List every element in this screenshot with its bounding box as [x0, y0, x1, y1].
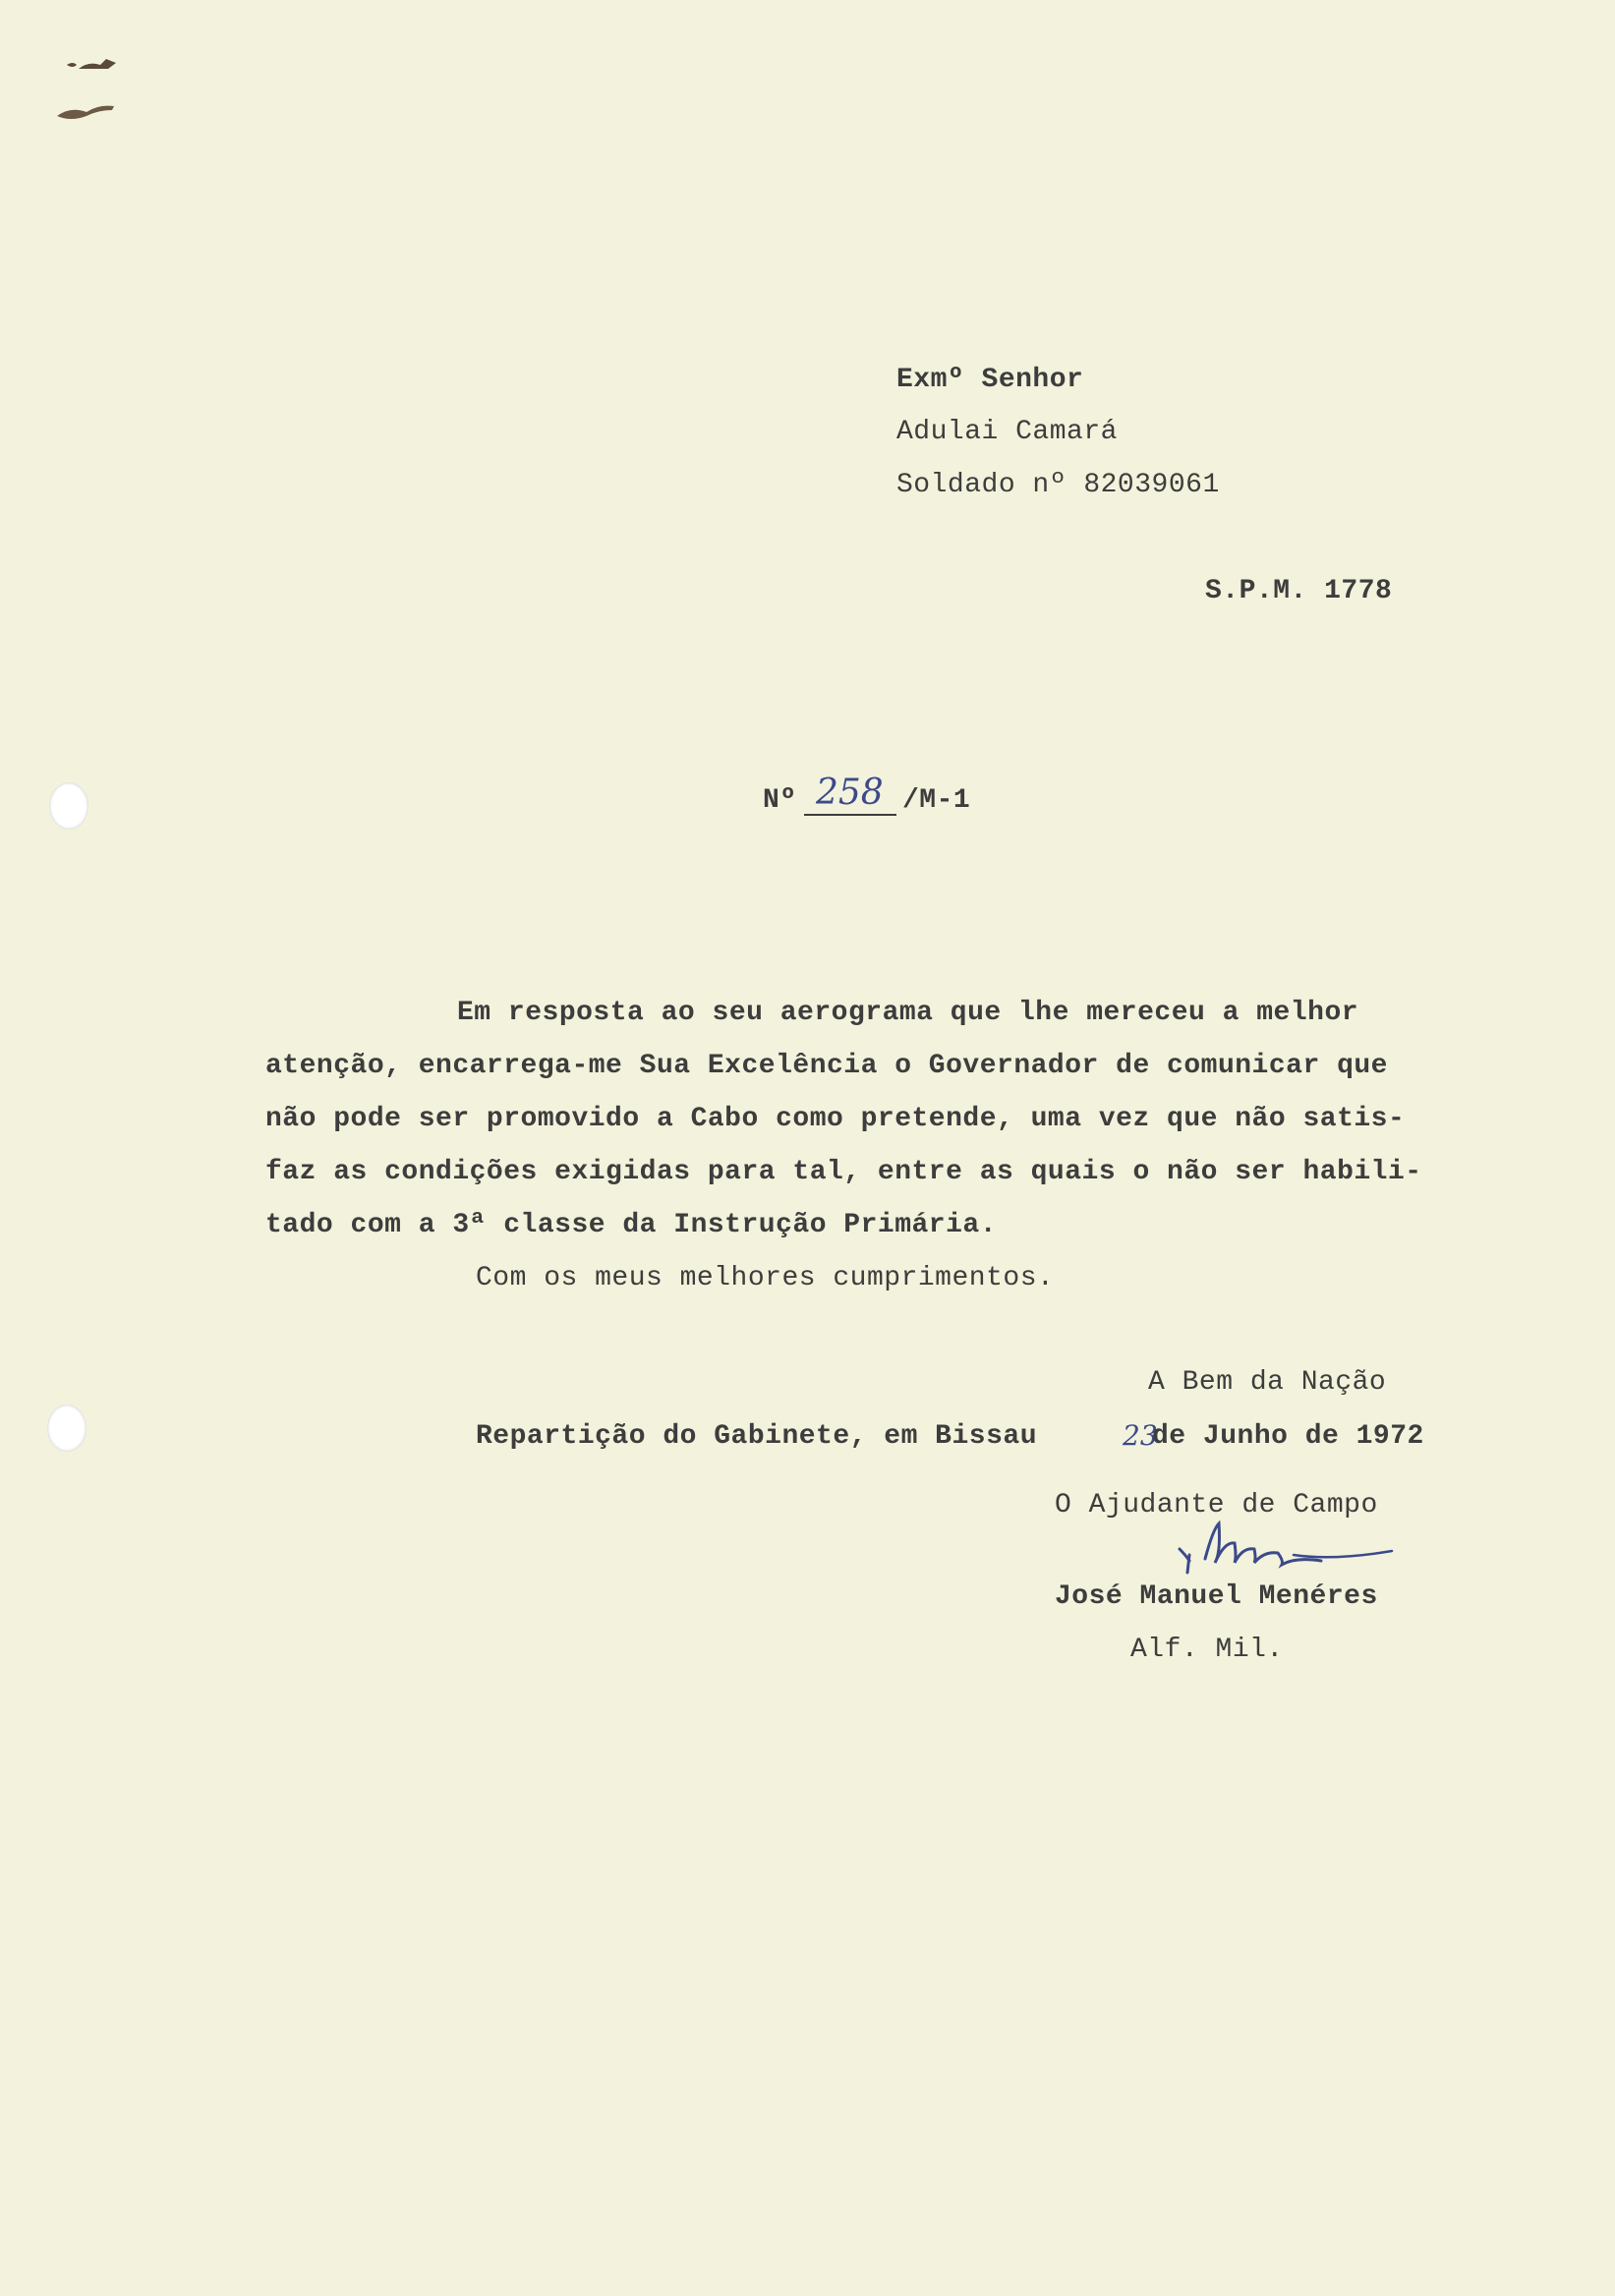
place-date-before: Repartição do Gabinete, em Bissau — [476, 1421, 1037, 1452]
recipient-soldier-number: Soldado nº 82039061 — [896, 470, 1220, 500]
recipient-name: Adulai Camará — [896, 417, 1118, 447]
body-line-2: atenção, encarrega-me Sua Excelência o Governador de comunicar que — [265, 1051, 1388, 1081]
body-line-4: faz as condições exigidas para tal, entre as quais o não ser habili- — [265, 1157, 1422, 1187]
date-day-handwritten: 23 — [1123, 1419, 1158, 1452]
punch-hole-top — [49, 782, 88, 830]
body-line-1: Em resposta ao seu aerograma que lhe mereceu a melhor — [457, 998, 1359, 1028]
closing-greeting: Com os meus melhores cumprimentos. — [476, 1263, 1055, 1293]
punch-hole-bottom — [47, 1405, 87, 1452]
signature-scribble — [1176, 1510, 1412, 1578]
reference-prefix: Nº — [763, 785, 797, 816]
signatory-role: O Ajudante de Campo — [1055, 1490, 1378, 1521]
reference-suffix: /M-1 — [902, 785, 971, 816]
reference-number-handwritten: 258 — [816, 773, 884, 813]
recipient-salutation: Exmº Senhor — [896, 365, 1084, 395]
signatory-name: José Manuel Menéres — [1055, 1581, 1378, 1612]
place-date-line — [476, 1420, 1037, 1454]
reference-number-line — [804, 814, 896, 816]
ink-smudge-mark — [49, 39, 147, 138]
military-postal-service: S.P.M. 1778 — [1205, 576, 1393, 606]
place-date-after: de Junho de 1972 — [1152, 1421, 1424, 1452]
body-line-5: tado com a 3ª classe da Instrução Primária. — [265, 1210, 998, 1240]
body-line-3: não pode ser promovido a Cabo como pretende, uma vez que não satis- — [265, 1104, 1406, 1134]
signatory-rank: Alf. Mil. — [1130, 1635, 1284, 1665]
motto: A Bem da Nação — [1148, 1367, 1387, 1398]
